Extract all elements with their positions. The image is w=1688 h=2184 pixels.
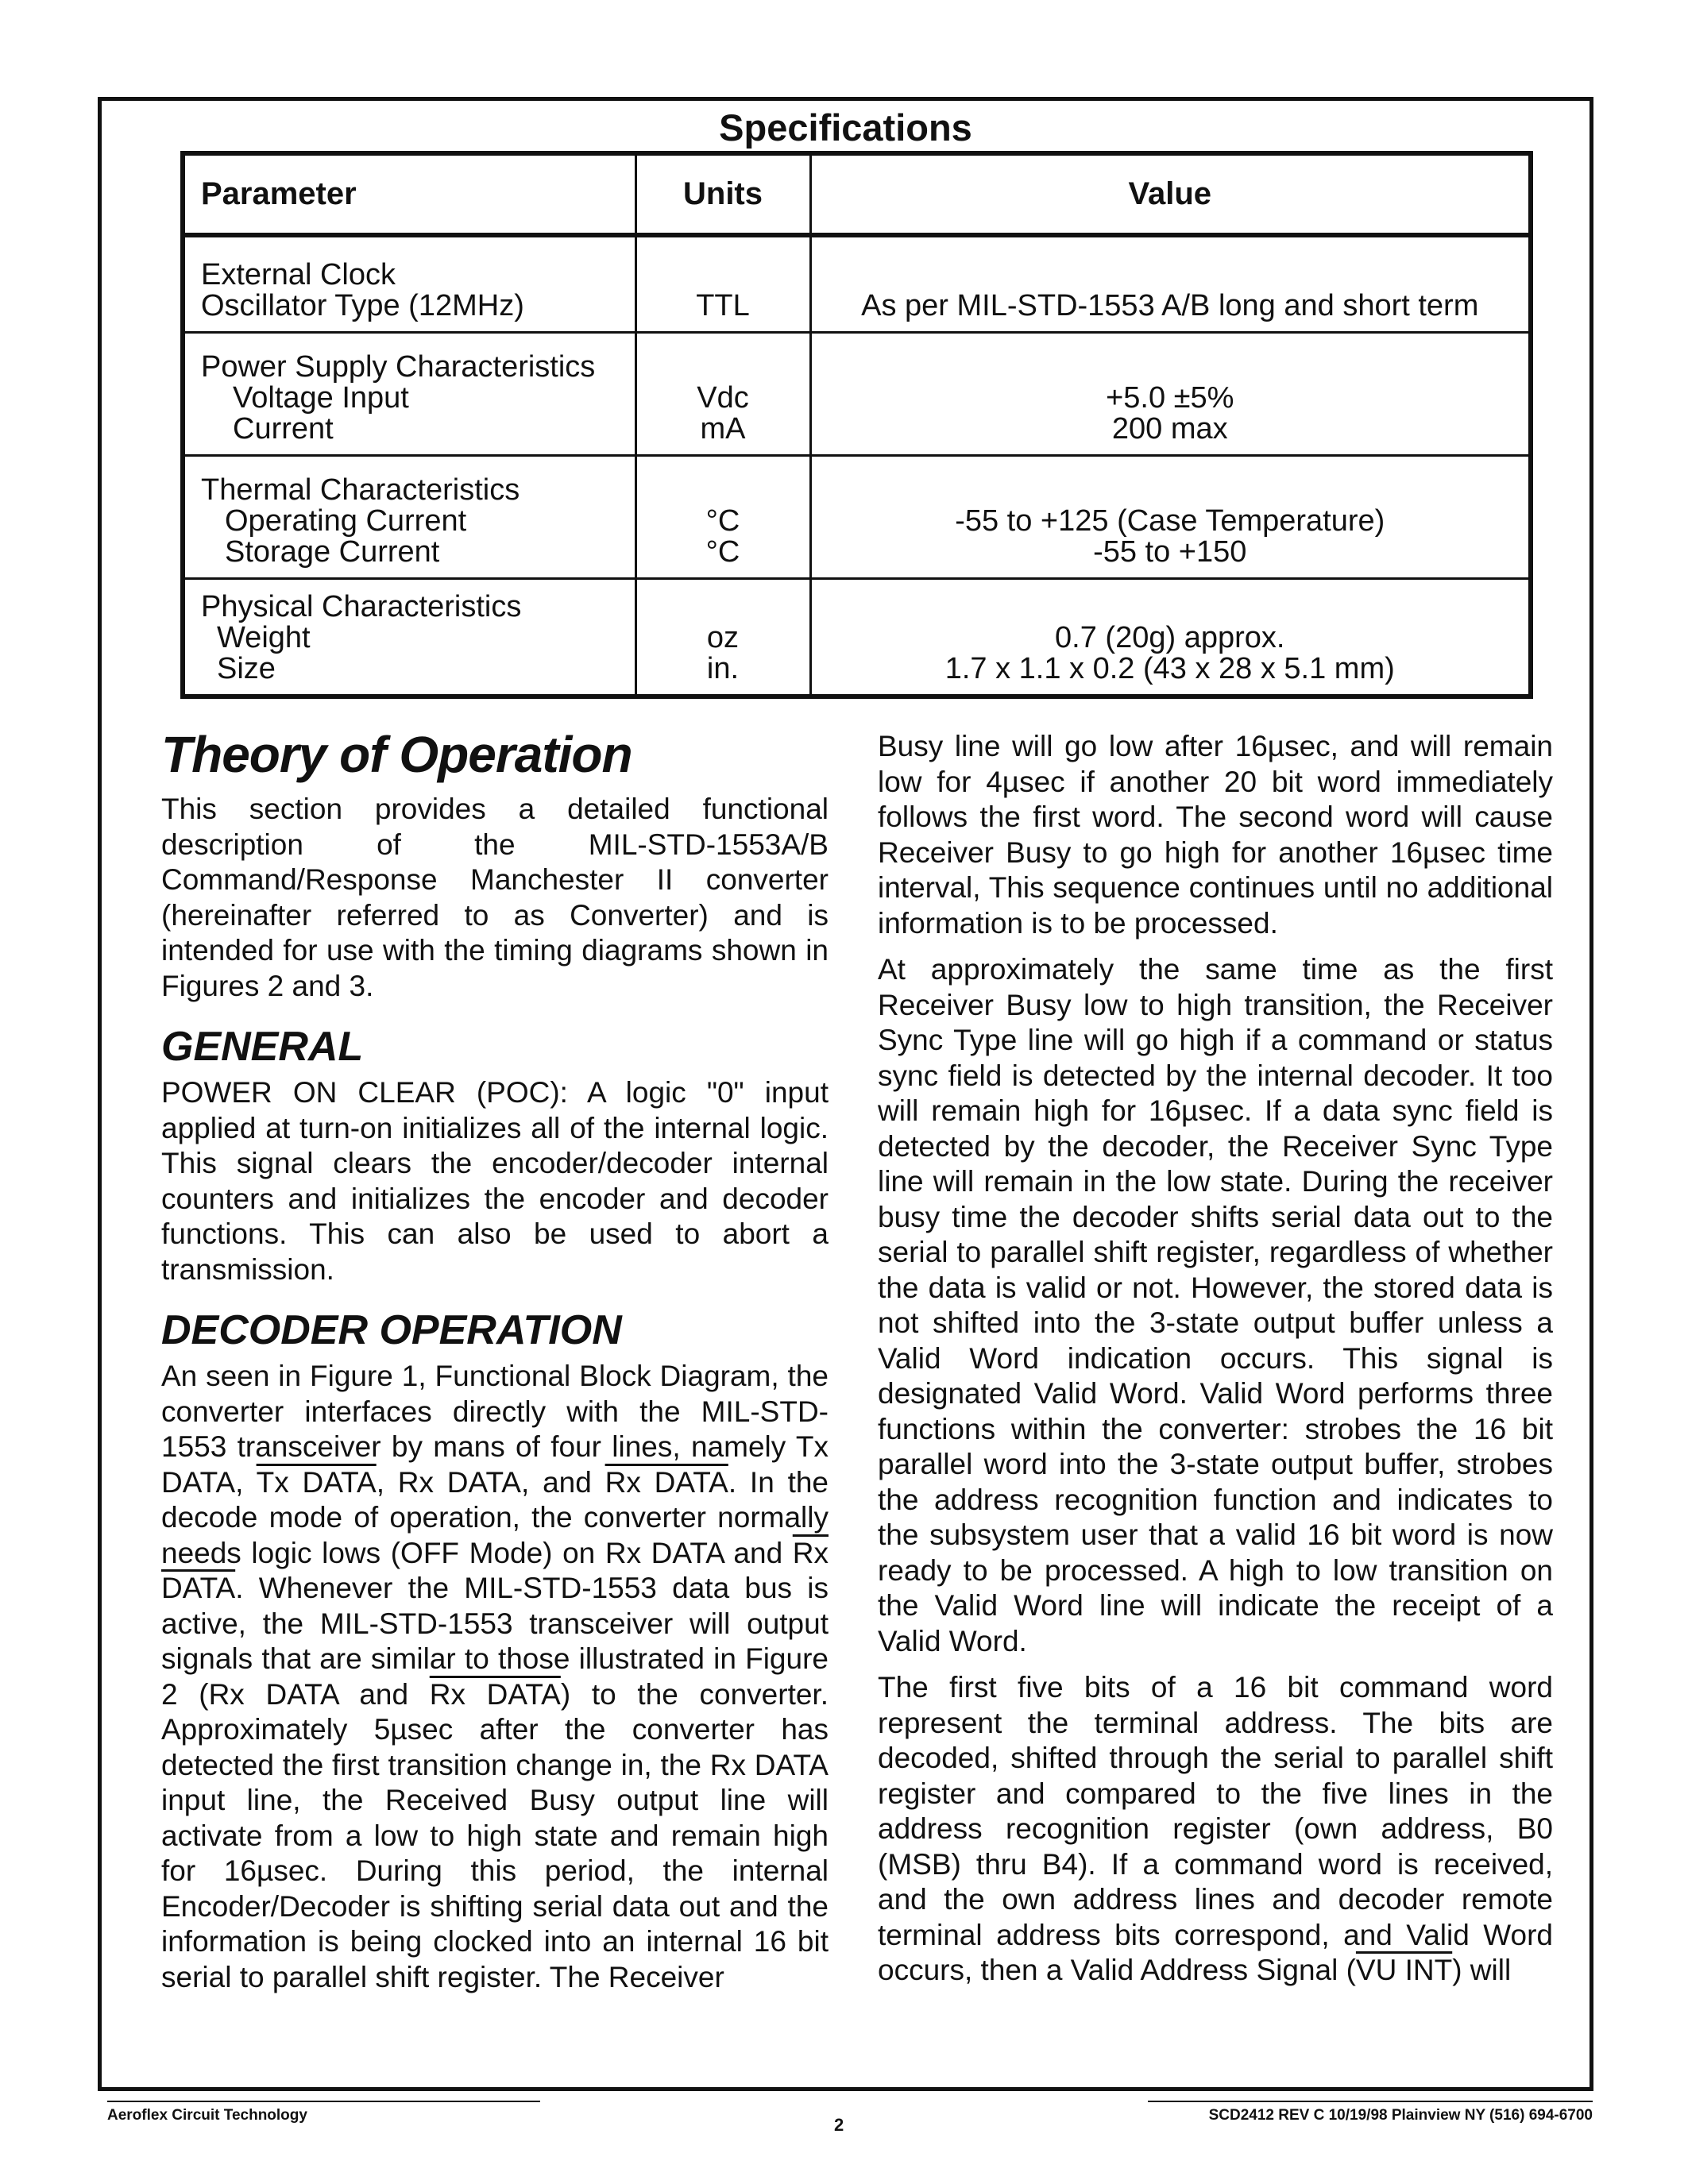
left-column xyxy=(161,727,829,1995)
param-label: Size xyxy=(217,652,276,685)
value-cell: 1.7 x 1.1 x 0.2 (43 x 28 x 5.1 mm) xyxy=(944,652,1395,685)
decoder-paragraph xyxy=(161,1359,829,1995)
value-cell: As per MIL-STD-1553 A/B long and short term xyxy=(861,288,1479,322)
text-run: ) will xyxy=(1452,1954,1512,1986)
param-label: Voltage Input xyxy=(233,380,409,415)
units-cell: in. xyxy=(706,652,740,685)
right-column xyxy=(878,729,1553,1989)
text-run: . In the decode mode of operation, the converter normally needs logic lows (OFF Mode) on Rx DATA and xyxy=(161,1465,829,1569)
value-cell: 200 max xyxy=(1111,411,1228,446)
param-label: Thermal Characteristics xyxy=(201,473,520,507)
text-run: ) to the converter. Approximately 5µsec after the converter has detected the first transition change in, the Rx DATA input line, the Received Busy output line will activate from a low to high state and remain high for 16µsec. During this period, the internal Encoder/Decoder is shifting serial data out and the information is being clocked into an internal 16 bit serial to parallel shift register. The Receiver xyxy=(161,1677,829,1993)
footer-reference: SCD2412 REV C 10/19/98 Plainview NY (516) 694-6700 xyxy=(1148,2101,1593,2124)
table-row-thermal xyxy=(183,455,1531,578)
units-cell: Vdc xyxy=(697,380,749,415)
param-label: Storage Current xyxy=(225,534,440,569)
general-paragraph: POWER ON CLEAR (POC): A logic "0" input applied at turn-on initializes all of the internal logic. This signal clears the encoder/decoder internal counters and initializes the encoder and decoder functions. This can also be used to abort a transmission. xyxy=(161,1076,829,1286)
footer-company: Aeroflex Circuit Technology xyxy=(107,2101,540,2124)
param-label: External Clock xyxy=(201,257,396,291)
text-run: The first five bits of a 16 bit command word represent the terminal address. The bits are decoded, shifted through the serial to parallel shift register and compared to the five lines in the address recognition register (own address, B0 (MSB) thru B4). If a command word is received, and the own address lines and decoder remote terminal address bits correspond, and Valid Word occurs, then a Valid Address Signal ( xyxy=(878,1671,1553,1986)
value-cell: -55 to +150 xyxy=(1093,534,1247,569)
text-run: , Rx DATA, and xyxy=(376,1465,605,1499)
header-units: Units xyxy=(635,153,810,235)
text-run: . Whenever the MIL-STD-1553 data bus is active, the MIL-STD-1553 transceiver will output signals that are similar to those illustrated in Figure 2 (Rx DATA and xyxy=(161,1572,829,1711)
param-label: Weight xyxy=(217,621,311,654)
units-cell: °C xyxy=(705,534,740,569)
general-heading: GENERAL xyxy=(161,1024,364,1070)
units-cell: °C xyxy=(705,504,740,538)
value-cell: +5.0 ±5% xyxy=(1106,380,1234,415)
overlined-signal: Tx DATA xyxy=(256,1465,377,1499)
overlined-signal: Rx DATA xyxy=(161,1536,829,1604)
overlined-signal: VU INT xyxy=(1355,1954,1453,1986)
param-label: Current xyxy=(233,411,334,446)
decoder-heading: DECODER OPERATION xyxy=(161,1307,622,1353)
address-paragraph xyxy=(878,1670,1553,1989)
overlined-signal: Rx DATA xyxy=(429,1677,561,1711)
table-row-clock xyxy=(183,235,1531,332)
text-run: An seen in Figure 1, Functional Block Diagram, the converter interfaces directly with the MIL-STD-1553 transceiver by mans of four lines, namely Tx DATA, xyxy=(161,1360,829,1499)
units-cell: mA xyxy=(700,411,746,446)
intro-paragraph: This section provides a detailed functional description of the MIL-STD-1553A/B Command/Response Manchester II converter (hereinafter referred to as Converter) and is intended for use with the timing diagrams shown in Figures 2 and 3. xyxy=(161,793,829,1002)
specifications-title: Specifications xyxy=(719,106,972,149)
table-row-physical xyxy=(183,578,1531,696)
page-number: 2 xyxy=(834,2115,844,2135)
param-label: Physical Characteristics xyxy=(201,590,522,623)
table-row-power xyxy=(183,332,1531,455)
sync-type-paragraph: At approximately the same time as the first Receiver Busy low to high transition, the Receiver Sync Type line will go high if a command or status sync field is detected by the internal decoder. It too will remain high for 16µsec. If a data sync field is detected by the decoder, the Receiver Sync Type line will remain in the low state. During the receiver busy time the decoder shifts serial data out to the serial to parallel shift register, regardless of whether the data is valid or not. However, the stored data is not shifted into the 3-state output buffer unless a Valid Word indication occurs. This signal is designated Valid Word. Valid Word performs three functions within the converter: strobes the 16 bit parallel word into the 3-state output buffer, strobes the address recognition function and indicates to the subsystem user that a valid 16 bit word is now ready to be processed. A high to low transition on the Valid Word line will indicate the receipt of a Valid Word. xyxy=(878,953,1553,1657)
header-parameter: Parameter xyxy=(183,153,635,235)
value-cell: 0.7 (20g) approx. xyxy=(1055,621,1285,654)
receiver-busy-paragraph: Busy line will go low after 16µsec, and will remain low for 4µsec if another 20 bit word immediately follows the first word. The second word will cause Receiver Busy to go high for another 16µsec time interval, This sequence continues until no additional information is to be processed. xyxy=(878,730,1553,940)
units-cell: TTL xyxy=(696,288,750,322)
section-title: Theory of Operation xyxy=(161,726,632,783)
value-cell: -55 to +125 (Case Temperature) xyxy=(955,504,1385,538)
param-label: Oscillator Type (12MHz) xyxy=(201,288,524,322)
overlined-signal: Rx DATA xyxy=(605,1465,728,1499)
units-cell: oz xyxy=(706,621,740,654)
header-value: Value xyxy=(810,153,1531,235)
param-label: Power Supply Characteristics xyxy=(201,349,596,384)
table-header-row xyxy=(183,153,1531,235)
specifications-table xyxy=(180,151,1533,699)
param-label: Operating Current xyxy=(225,504,467,538)
